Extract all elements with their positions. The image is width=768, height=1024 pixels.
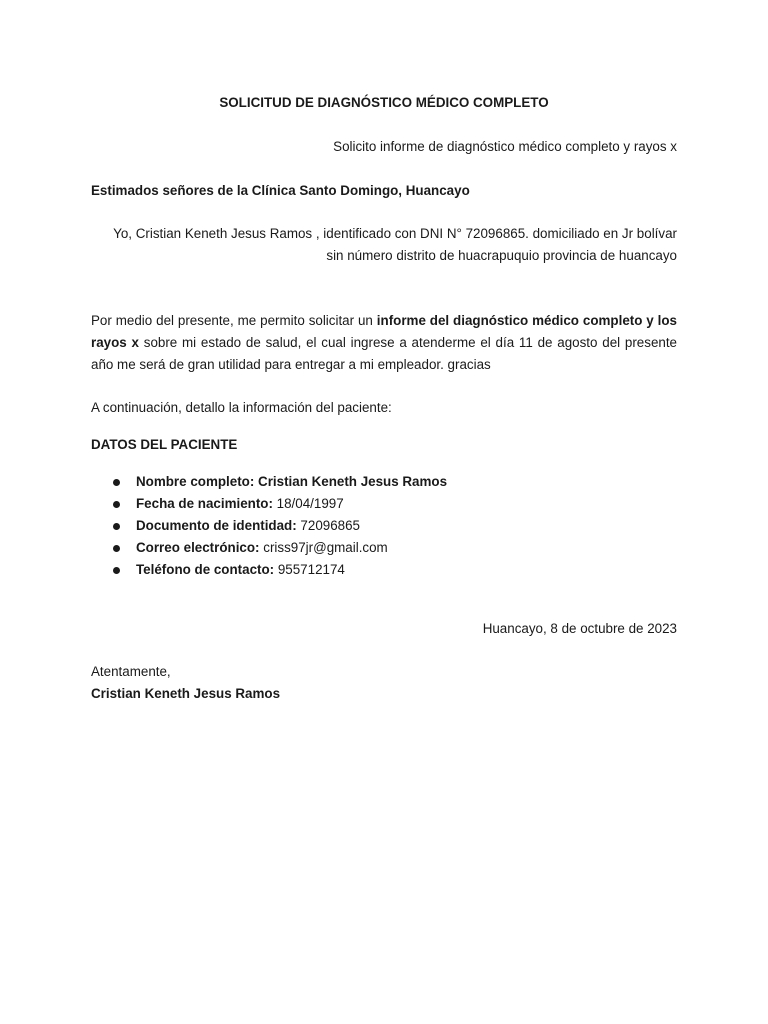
request-highlight: informe del diagnóstico médico completo y los rayos x — [91, 313, 678, 350]
patient-item-value: Cristian Keneth Jesus Ramos — [254, 474, 448, 489]
patient-item-birthdate — [91, 493, 677, 515]
signature-name: Cristian Keneth Jesus Ramos — [91, 686, 281, 701]
identification-line-1: Yo, Cristian Keneth Jesus Ramos , identificado con DNI N° 72096865. domiciliado en Jr bolívar — [113, 226, 677, 241]
patient-section-title: DATOS DEL PACIENTE — [91, 437, 238, 452]
patient-item-value: 72096865 — [296, 518, 361, 533]
document-title: SOLICITUD DE DIAGNÓSTICO MÉDICO COMPLETO — [219, 95, 549, 110]
identification-paragraph — [91, 223, 677, 267]
greeting: Estimados señores de la Clínica Santo Domingo, Huancayo — [91, 183, 470, 198]
patient-item-name — [91, 471, 677, 493]
request-text-end: sobre mi estado de salud, el cual ingrese a atenderme el día 11 de agosto del presente año me será de gran utilidad para entregar a mi empleador. gracias — [91, 335, 678, 372]
request-paragraph — [91, 310, 677, 376]
patient-item-label: Correo electrónico: — [136, 540, 260, 555]
patient-data-list — [91, 471, 677, 581]
bullet-icon — [113, 567, 120, 574]
patient-item-value: 955712174 — [274, 562, 345, 577]
patient-item-id-document — [91, 515, 677, 537]
request-text-start: Por medio del presente, me permito solicitar un — [91, 313, 377, 328]
closing-phrase: Atentamente, — [91, 664, 171, 679]
patient-item-phone — [91, 559, 677, 581]
patient-item-label: Fecha de nacimiento: — [136, 496, 273, 511]
patient-item-label: Teléfono de contacto: — [136, 562, 275, 577]
identification-line-2: sin número distrito de huacrapuquio provincia de huancayo — [326, 248, 677, 263]
bullet-icon — [113, 479, 120, 486]
patient-item-value: criss97jr@gmail.com — [259, 540, 388, 555]
subject-line: Solicito informe de diagnóstico médico completo y rayos x — [333, 139, 677, 154]
bullet-icon — [113, 523, 120, 530]
document-date: Huancayo, 8 de octubre de 2023 — [482, 621, 677, 636]
bullet-icon — [113, 501, 120, 508]
patient-item-value: 18/04/1997 — [272, 496, 344, 511]
patient-item-email — [91, 537, 677, 559]
patient-item-label: Nombre completo: — [136, 474, 255, 489]
patient-intro: A continuación, detallo la información del paciente: — [91, 400, 392, 415]
bullet-icon — [113, 545, 120, 552]
patient-item-label: Documento de identidad: — [136, 518, 297, 533]
